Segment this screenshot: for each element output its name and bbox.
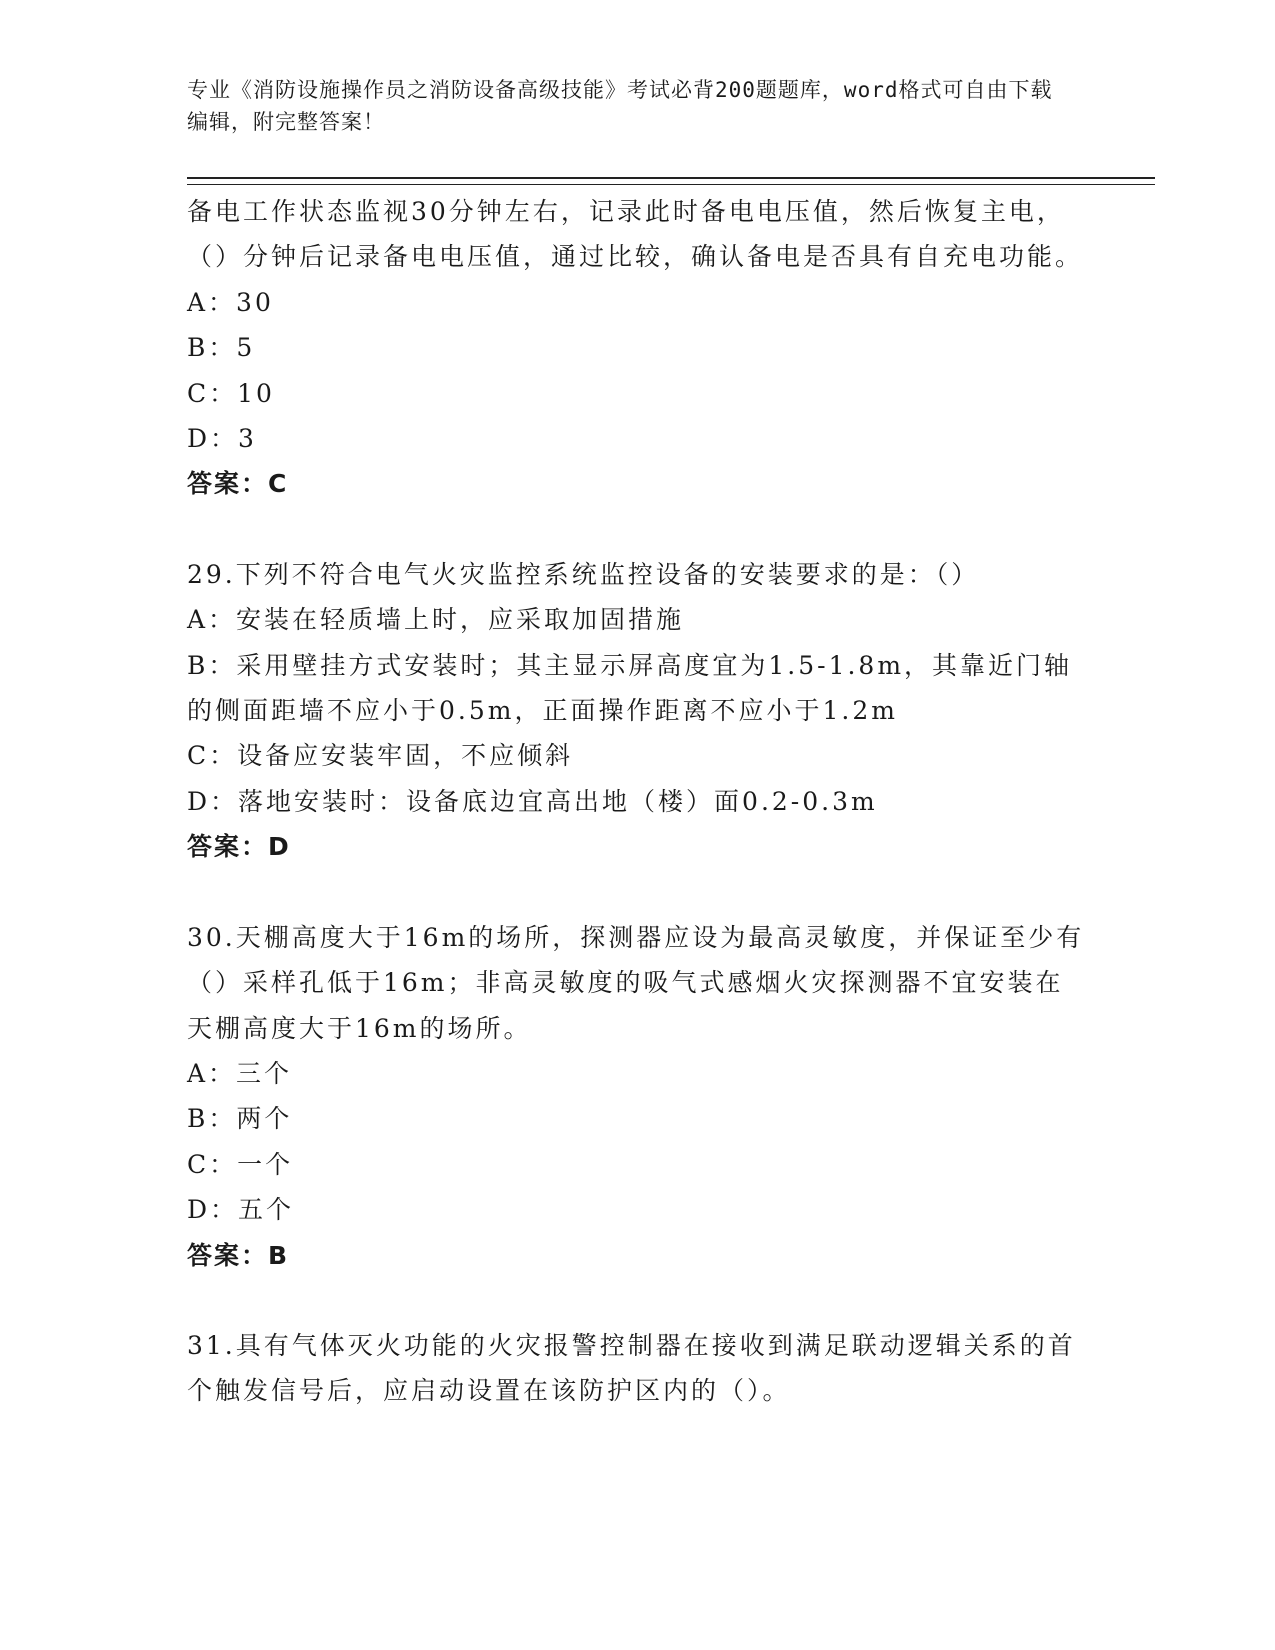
option-d: D：五个 xyxy=(187,1195,295,1225)
question-list xyxy=(187,189,1087,1459)
answer-label: 答案：B xyxy=(187,1240,290,1270)
question-28 xyxy=(187,189,1087,507)
option-d: D：3 xyxy=(187,424,257,454)
option-c: C：一个 xyxy=(187,1149,294,1179)
answer-label: 答案：D xyxy=(187,832,291,862)
answer-label: 答案：C xyxy=(187,469,289,499)
option-b: B：5 xyxy=(187,333,256,363)
option-a: A：安装在轻质墙上时，应采取加固措施 xyxy=(187,605,685,635)
option-a: A：三个 xyxy=(187,1058,293,1088)
question-stem: 备电工作状态监视30分钟左右，记录此时备电电压值，然后恢复主电，（）分钟后记录备电电压值，通过比较，确认备电是否具有自充电功能。 xyxy=(187,197,1084,272)
option-c: C：10 xyxy=(187,378,275,408)
question-stem: 31.具有气体灭火功能的火灾报警控制器在接收到满足联动逻辑关系的首个触发信号后，应启动设置在该防护区内的（）。 xyxy=(187,1330,1076,1406)
question-stem: 29.下列不符合电气火灾监控系统监控设备的安装要求的是：（） xyxy=(187,559,980,589)
option-d: D：落地安装时：设备底边宜高出地（楼）面0.2-0.3m xyxy=(187,786,878,816)
question-29 xyxy=(187,552,1087,870)
header-divider-thick xyxy=(187,177,1155,179)
document-header: 专业《消防设施操作员之消防设备高级技能》考试必背200题题库，word格式可自由下载编辑，附完整答案！ xyxy=(187,78,1053,134)
option-b: B：采用壁挂方式安装时；其主显示屏高度宜为1.5-1.8m，其靠近门轴的侧面距墙不应小于0.5m，正面操作距离不应小于1.2m xyxy=(187,650,1073,726)
header-divider-thin xyxy=(187,184,1155,185)
option-a: A：30 xyxy=(187,287,274,317)
option-c: C：设备应安装牢固，不应倾斜 xyxy=(187,741,574,771)
question-stem: 30.天棚高度大于16m的场所，探测器应设为最高灵敏度，并保证至少有（）采样孔低于16m；非高灵敏度的吸气式感烟火灾探测器不宜安装在天棚高度大于16m的场所。 xyxy=(187,922,1085,1043)
option-b: B：两个 xyxy=(187,1104,293,1134)
question-30 xyxy=(187,915,1087,1278)
question-31 xyxy=(187,1323,1087,1414)
